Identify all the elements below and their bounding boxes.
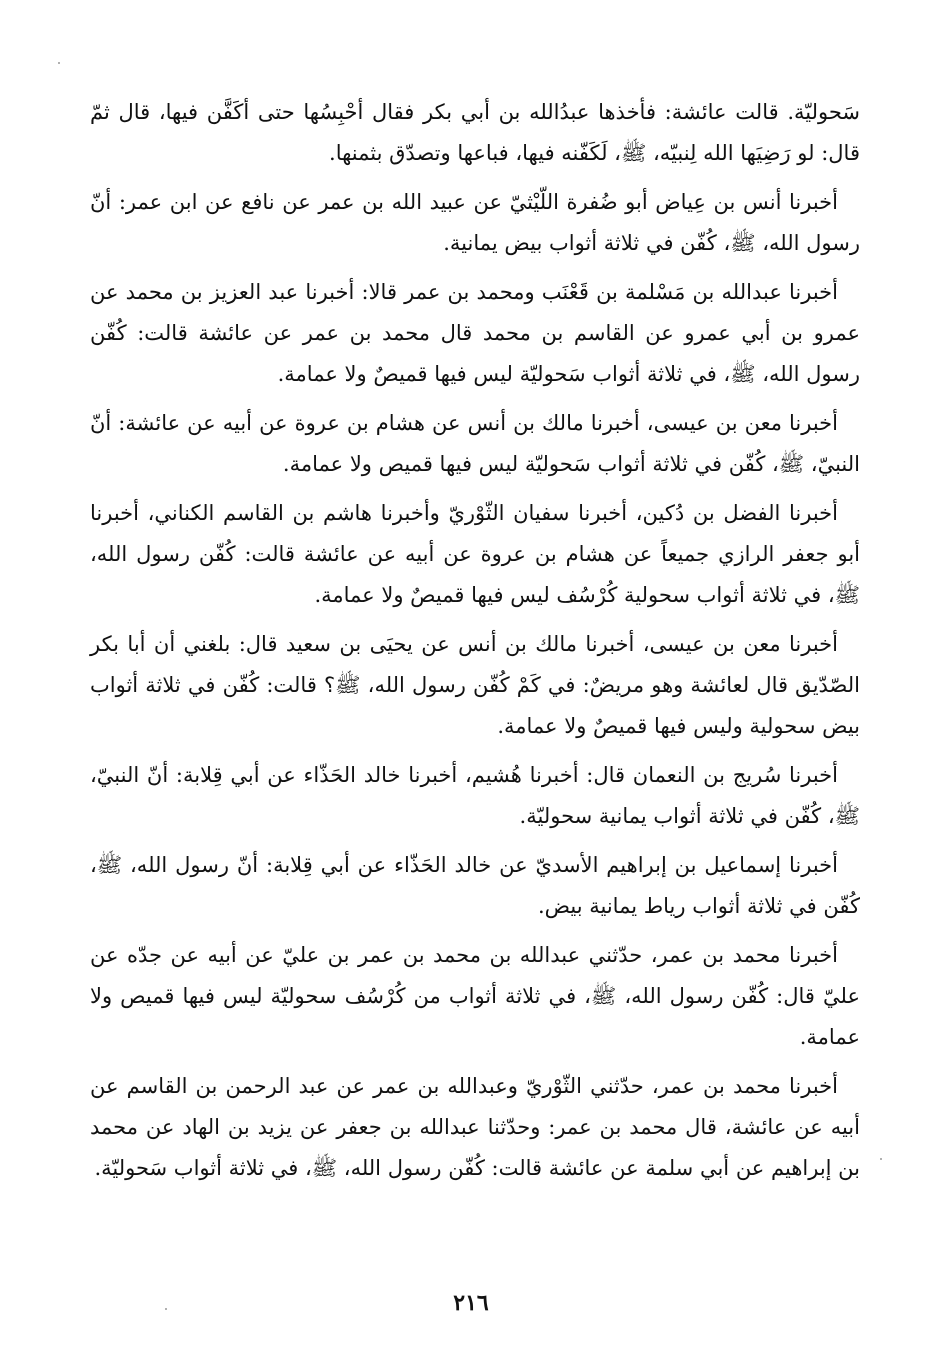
paragraph-10: أخبرنا محمد بن عمر، حدّثني الثّوْريّ وعبدالله بن عمر عن عبد الرحمن بن القاسم عن أبيه عن عائشة، قال محمد بن عمر: وحدّثنا عبدالله بن جعفر عن يزيد بن الهاد عن محمد بن إبراهيم عن أبي سلمة عن عائشة قالت: كُفّن رسول الله، ﷺ، في ثلاثة أثواب سَحوليّة.	[90, 1074, 860, 1180]
scan-speck	[58, 62, 60, 64]
paragraph-3: أخبرنا عبدالله بن مَسْلمة بن قَعْنَب ومحمد بن عمر قالا: أخبرنا عبد العزيز بن محمد عن عمرو بن أبي عمرو عن القاسم بن محمد قال محمد بن عمر عن عائشة قالت: كُفّن رسول الله، ﷺ، في ثلاثة أثواب سَحوليّة ليس فيها قميصٌ ولا عمامة.	[90, 280, 860, 386]
paragraph-9: أخبرنا محمد بن عمر، حدّثني عبدالله بن محمد بن عمر بن عليّ عن أبيه عن جدّه عن عليّ قال: كُفّن رسول الله، ﷺ، في ثلاثة أثواب من كُرْسُف سحوليّة ليس فيها قميص ولا عمامة.	[90, 943, 860, 1049]
scan-speck	[165, 1308, 167, 1310]
paragraph-1: سَحوليّة. قالت عائشة: فأخذها عبدُالله بن أبي بكر فقال أحْبِسُها حتى أكَفَّن فيها، قال ثمّ قال: لو رَضِيَها الله لِنبيّه، ﷺ، لَكَفّنه فيها، فباعها وتصدّق بثمنها.	[90, 100, 860, 165]
paragraph-8: أخبرنا إسماعيل بن إبراهيم الأسديّ عن خالد الحَذّاء عن أبي قِلابة: أنّ رسول الله، ﷺ، كُفّن في ثلاثة أثواب رياط يمانية بيض.	[90, 853, 860, 918]
paragraph-6: أخبرنا معن بن عيسى، أخبرنا مالك بن أنس عن يحيَى بن سعيد قال: بلغني أن أبا بكر الصّدّيق قال لعائشة وهو مريضٌ: في كَمْ كُفّن رسول الله، ﷺ؟ قالت: كُفّن في ثلاثة أثواب بيض سحولية وليس فيها قميصٌ ولا عمامة.	[90, 632, 860, 738]
paragraph-4: أخبرنا معن بن عيسى، أخبرنا مالك بن أنس عن هشام بن عروة عن أبيه عن عائشة: أنّ النبيّ، ﷺ، كُفّن في ثلاثة أثواب سَحوليّة ليس فيها قميص ولا عمامة.	[90, 411, 860, 476]
page-number: ٢١٦	[453, 1290, 489, 1316]
page-text-block	[90, 92, 860, 1197]
scan-speck	[880, 1158, 882, 1160]
paragraph-7: أخبرنا سُريج بن النعمان قال: أخبرنا هُشيم، أخبرنا خالد الحَذّاء عن أبي قِلابة: أنّ النبيّ، ﷺ، كُفّن في ثلاثة أثواب يمانية سحوليّة.	[90, 763, 860, 828]
paragraph-5: أخبرنا الفضل بن دُكين، أخبرنا سفيان الثّوْريّ وأخبرنا هاشم بن القاسم الكناني، أخبرنا أبو جعفر الرازي جميعاً عن هشام بن عروة عن أبيه عن عائشة قالت: كُفّن رسول الله، ﷺ، في ثلاثة أثواب سحولية كُرْسُف ليس فيها قميصٌ ولا عمامة.	[90, 501, 860, 607]
paragraph-2: أخبرنا أنس بن عِياض أبو ضُفرة اللّيْثيّ عن عبيد الله بن عمر عن نافع عن ابن عمر: أنّ رسول الله، ﷺ، كُفّن في ثلاثة أثواب بيض يمانية.	[90, 190, 860, 255]
